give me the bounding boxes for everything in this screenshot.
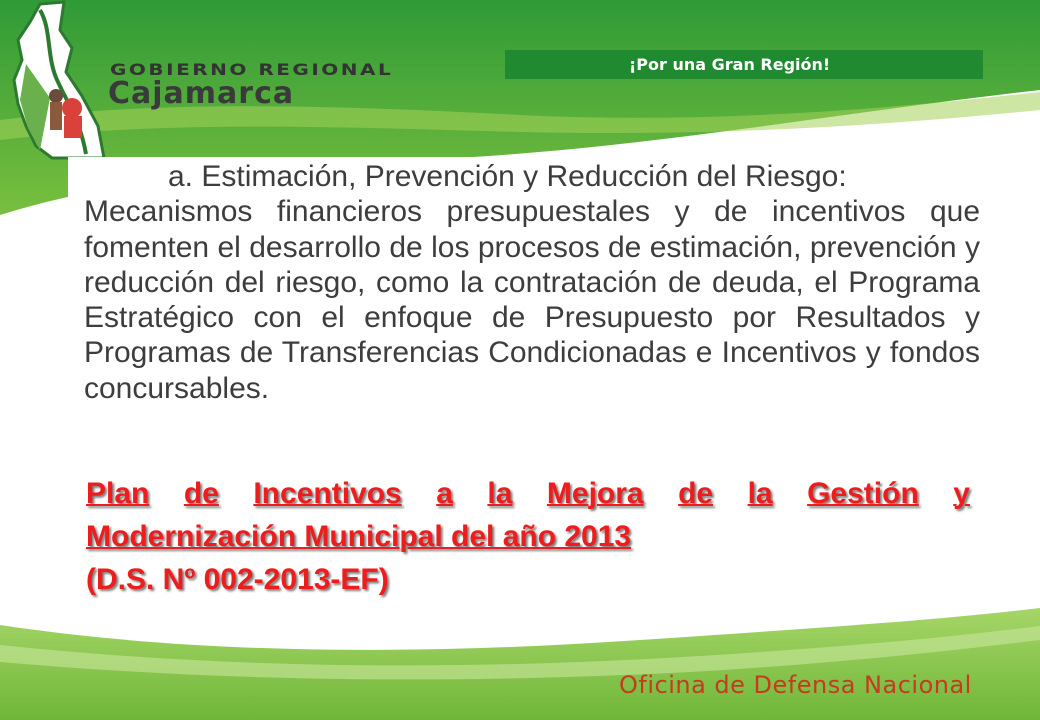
org-name-line1: GOBIERNO REGIONAL: [110, 60, 394, 79]
plan-word: Mejora: [546, 477, 644, 510]
quoted-paragraph: [84, 159, 980, 406]
plan-word: de: [678, 477, 714, 510]
plan-word: la: [487, 477, 513, 510]
footer-green-band: [0, 600, 1040, 720]
plan-heading: [86, 472, 970, 601]
plan-word: a: [436, 477, 453, 510]
plan-word: de: [183, 477, 219, 510]
plan-word: Gestión: [807, 477, 919, 510]
slogan-banner: [505, 50, 983, 79]
plan-line-3: (D.S. Nº 002-2013-EF): [86, 563, 389, 596]
plan-word: y: [953, 477, 970, 510]
paragraph-lead: a. Estimación, Prevención y Reducción del Riesgo:: [168, 160, 847, 193]
plan-line-1: [86, 472, 970, 515]
plan-word: Plan: [86, 477, 150, 510]
org-name-line2: Cajamarca: [108, 76, 295, 111]
cajamarca-map-logo-icon: [0, 0, 110, 160]
slogan-text: ¡Por una Gran Región!: [629, 55, 831, 74]
paragraph-body: Mecanismos financieros presupuestales y de incentivos que fomenten el desarrollo de los procesos de estimación, prevención y reducción del riesgo, como la contratación de deuda, el Programa Estratégico con el enfoque de Presupuesto por Resultados y Programas de Transferencias Condicionadas e Incentivos y fondos concursables.: [84, 195, 980, 405]
plan-word: la: [747, 477, 773, 510]
plan-line-2: Modernización Municipal del año 2013: [86, 520, 632, 553]
plan-word: Incentivos: [253, 477, 402, 510]
office-name: Oficina de Defensa Nacional: [619, 671, 972, 699]
